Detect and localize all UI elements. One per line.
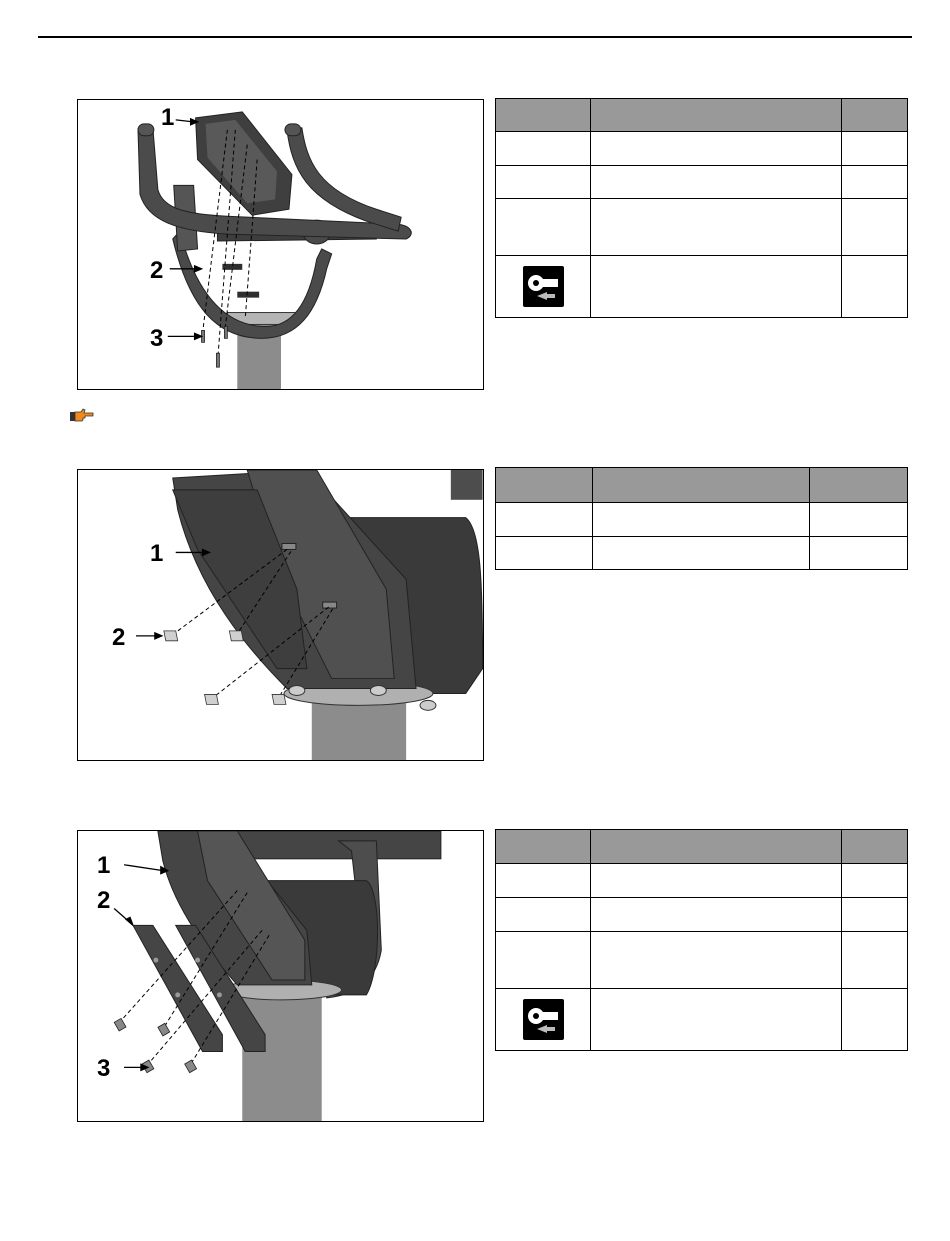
table-header: [496, 830, 908, 864]
table-cell: [591, 864, 842, 898]
callout-3: 3: [97, 1055, 111, 1082]
callout-1: 1: [150, 540, 164, 567]
wrench-tool-icon: [523, 999, 564, 1040]
figure-3-cover-assembly: [77, 830, 484, 1122]
parts-table-1: [495, 98, 908, 318]
table-row-tool: [496, 256, 908, 318]
figure-3-illustration: [78, 831, 483, 1121]
header-cell: [810, 468, 908, 503]
figure-2-illustration: [78, 470, 483, 760]
table-cell: [842, 864, 908, 898]
header-cell: [842, 99, 908, 132]
table-cell: [496, 864, 591, 898]
table-cell: [496, 898, 591, 932]
table-cell: [842, 132, 908, 166]
figure-1-handlebar-assembly: [77, 99, 484, 390]
table-row: [496, 932, 908, 989]
table-cell: [591, 166, 842, 199]
table-cell: [842, 932, 908, 989]
table-cell: [810, 503, 908, 537]
table-cell: [591, 898, 842, 932]
callout-2: 2: [150, 257, 164, 284]
parts-table-2: [495, 467, 908, 570]
table-cell: [591, 199, 842, 256]
table-cell: [496, 256, 591, 318]
table-row: [496, 166, 908, 199]
header-cell: [591, 830, 842, 864]
callout-3: 3: [150, 325, 164, 352]
table-row-tool: [496, 989, 908, 1051]
table-cell: [591, 932, 842, 989]
table-row: [496, 132, 908, 166]
table-row: [496, 898, 908, 932]
table-cell: [496, 989, 591, 1051]
header-cell: [496, 468, 593, 503]
callout-1: 1: [161, 104, 175, 131]
table-cell: [591, 132, 842, 166]
table-row: [496, 864, 908, 898]
header-cell: [496, 99, 591, 132]
table-cell: [593, 537, 810, 570]
table-cell: [842, 989, 908, 1051]
table-header: [496, 99, 908, 132]
pointing-hand-icon: [70, 408, 94, 424]
table-cell: [496, 503, 593, 537]
header-cell: [842, 830, 908, 864]
figure-2-bracket-assembly: [77, 469, 484, 761]
table-cell: [591, 256, 842, 318]
table-header: [496, 468, 908, 503]
top-rule: [38, 36, 912, 38]
header-cell: [496, 830, 591, 864]
table-cell: [496, 199, 591, 256]
figure-1-illustration: [78, 100, 483, 389]
header-cell: [593, 468, 810, 503]
table-cell: [591, 989, 842, 1051]
table-cell: [842, 166, 908, 199]
table-cell: [496, 932, 591, 989]
callout-2: 2: [97, 887, 111, 914]
table-cell: [810, 537, 908, 570]
callout-1: 1: [97, 852, 111, 879]
table-cell: [496, 537, 593, 570]
callout-2: 2: [112, 624, 126, 651]
table-row: [496, 537, 908, 570]
table-row: [496, 199, 908, 256]
table-cell: [496, 132, 591, 166]
wrench-tool-icon: [523, 266, 564, 307]
header-cell: [591, 99, 842, 132]
table-cell: [496, 166, 591, 199]
table-row: [496, 503, 908, 537]
table-cell: [842, 256, 908, 318]
parts-table-3: [495, 829, 908, 1051]
table-cell: [593, 503, 810, 537]
table-cell: [842, 898, 908, 932]
table-cell: [842, 199, 908, 256]
